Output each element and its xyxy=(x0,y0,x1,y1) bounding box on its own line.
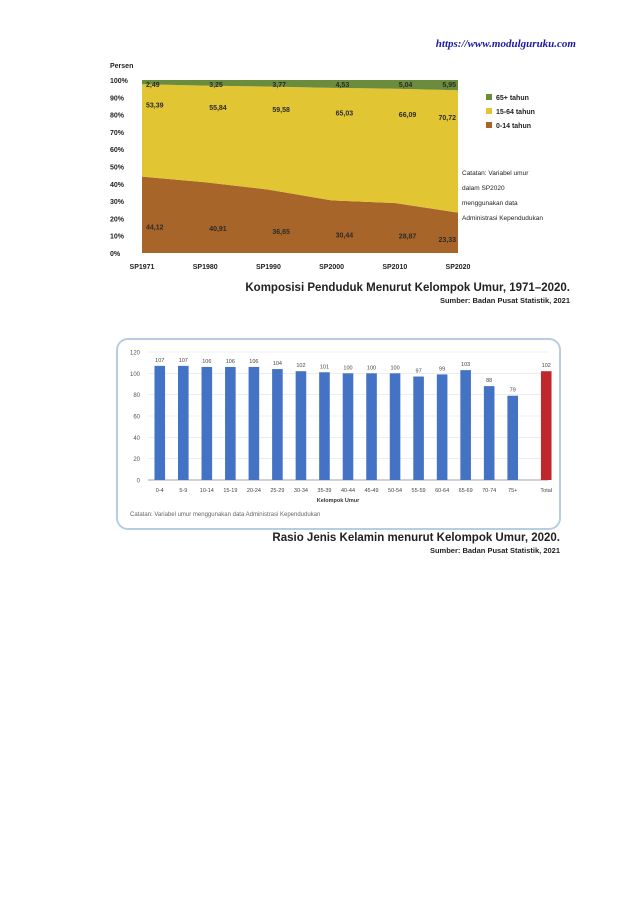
y-tick-label: 0% xyxy=(110,251,121,258)
x-tick-label: 75+ xyxy=(508,488,518,494)
bar-value-label: 106 xyxy=(202,358,212,365)
bar xyxy=(225,367,236,480)
bar xyxy=(202,367,213,480)
bar xyxy=(296,371,307,480)
legend-swatch xyxy=(486,108,492,114)
bar xyxy=(178,366,189,480)
data-label: 44,12 xyxy=(146,224,164,232)
bar xyxy=(437,374,448,480)
y-tick-label: 100% xyxy=(110,78,128,85)
bar xyxy=(484,386,495,480)
age-composition-svg xyxy=(108,60,578,278)
bar xyxy=(366,373,377,480)
data-label: 23,33 xyxy=(438,236,456,244)
data-label: 3,77 xyxy=(272,81,287,89)
x-tick-label: 5-9 xyxy=(179,488,188,494)
x-tick-label: 70-74 xyxy=(482,488,497,494)
y-tick-label: 50% xyxy=(110,164,125,172)
y-tick-label: 20 xyxy=(133,457,140,464)
data-label: 53,39 xyxy=(146,102,164,110)
chart-note-line: dalam SP2020 xyxy=(462,185,505,192)
bar-value-label: 99 xyxy=(439,366,446,373)
chart1-source: Sumber: Badan Pusat Statistik, 2021 xyxy=(439,296,570,305)
x-tick-label: SP1990 xyxy=(255,264,281,271)
data-label: 3,25 xyxy=(209,81,223,89)
x-tick-label: SP2020 xyxy=(445,264,471,271)
bar xyxy=(413,377,424,480)
y-tick-label: 40 xyxy=(133,435,140,442)
y-tick-label: 80 xyxy=(133,393,140,400)
bar-value-label: 79 xyxy=(509,387,516,394)
bar-value-label: 100 xyxy=(390,365,400,372)
x-tick-label: 50-54 xyxy=(388,488,403,494)
legend-swatch xyxy=(486,94,492,100)
y-tick-label: 40% xyxy=(110,181,125,189)
bar xyxy=(272,369,283,480)
bar xyxy=(541,371,552,480)
x-tick-label: SP2010 xyxy=(382,264,408,271)
data-label: 36,65 xyxy=(272,228,290,236)
bar xyxy=(390,373,401,480)
bar xyxy=(343,373,354,480)
x-tick-label: 45-49 xyxy=(364,488,379,494)
bar xyxy=(507,396,518,480)
data-label: 2,49 xyxy=(146,81,160,89)
bar-value-label: 100 xyxy=(343,365,353,372)
bar-value-label: 102 xyxy=(296,363,306,370)
chart1-title: Komposisi Penduduk Menurut Kelompok Umur, 1971–2020. xyxy=(245,282,570,294)
x-tick-label: 55-59 xyxy=(411,488,426,494)
data-label: 4,53 xyxy=(335,81,350,89)
chart-note-line: Administrasi Kependudukan xyxy=(462,215,543,222)
x-tick-label: 0-4 xyxy=(155,488,164,494)
x-tick-label: 30-34 xyxy=(293,488,308,494)
x-axis-title: Kelompok Umur xyxy=(316,498,360,504)
chart2-caption xyxy=(230,532,560,555)
legend-label: 65+ tahun xyxy=(496,95,529,102)
x-tick-label: 25-29 xyxy=(270,488,285,494)
data-label: 5,04 xyxy=(398,81,413,89)
sex-ratio-svg xyxy=(118,340,559,528)
chart-note: Catatan: Variabel umur menggunakan data Administrasi Kependudukan xyxy=(130,512,321,518)
sex-ratio-chart xyxy=(116,338,561,530)
data-label: 59,58 xyxy=(272,107,290,115)
bar-value-label: 102 xyxy=(541,363,551,370)
legend-label: 15-64 tahun xyxy=(496,109,535,116)
chart-note-line: Catatan: Variabel umur xyxy=(462,170,529,177)
x-tick-label: 10-14 xyxy=(199,488,214,494)
y-tick-label: 70% xyxy=(110,129,125,137)
bar-value-label: 107 xyxy=(155,357,165,364)
y-tick-label: 30% xyxy=(110,199,125,207)
bar-value-label: 106 xyxy=(249,358,259,365)
y-axis-title: Persen xyxy=(110,63,134,70)
page-url[interactable]: https://www.modulguruku.com xyxy=(435,38,576,50)
data-label: 70,72 xyxy=(438,115,456,123)
bar xyxy=(319,372,330,480)
y-tick-label: 80% xyxy=(110,112,125,120)
data-label: 5,95 xyxy=(442,81,456,89)
x-tick-label: SP1980 xyxy=(192,264,218,271)
bar-value-label: 106 xyxy=(225,358,235,365)
bar xyxy=(249,367,260,480)
bar-value-label: 88 xyxy=(486,378,493,385)
legend-item xyxy=(486,108,535,116)
y-tick-label: 0 xyxy=(136,478,140,485)
x-tick-label: Total xyxy=(540,488,553,494)
age-composition-chart xyxy=(108,60,578,278)
data-label: 65,03 xyxy=(335,110,354,118)
y-tick-label: 10% xyxy=(110,233,125,241)
x-tick-label: SP1971 xyxy=(129,264,155,271)
data-label: 28,87 xyxy=(398,233,417,241)
bar-value-label: 100 xyxy=(366,365,377,372)
bar-value-label: 107 xyxy=(178,357,188,364)
bar xyxy=(460,370,471,480)
x-tick-label: SP2000 xyxy=(319,264,345,271)
y-tick-label: 120 xyxy=(129,350,140,357)
data-label: 40,91 xyxy=(209,226,227,234)
y-tick-label: 20% xyxy=(110,216,125,224)
y-tick-label: 100 xyxy=(129,371,140,378)
data-label: 30,44 xyxy=(335,232,354,240)
chart1-caption xyxy=(230,282,570,305)
x-tick-label: 40-44 xyxy=(340,488,356,494)
x-tick-label: 20-24 xyxy=(246,488,261,494)
legend-item xyxy=(486,122,531,130)
bar xyxy=(154,366,165,480)
x-tick-label: 65-69 xyxy=(458,488,473,494)
y-tick-label: 60 xyxy=(133,414,140,421)
data-label: 55,84 xyxy=(209,104,227,112)
data-label: 66,09 xyxy=(398,111,417,119)
legend-swatch xyxy=(486,122,492,128)
legend-item xyxy=(486,94,529,102)
bar-value-label: 97 xyxy=(415,368,422,375)
bar-value-label: 101 xyxy=(319,364,330,371)
chart-note-line: menggunakan data xyxy=(462,200,518,207)
y-tick-label: 90% xyxy=(110,95,125,103)
bar-value-label: 103 xyxy=(461,362,471,369)
x-tick-label: 60-64 xyxy=(435,488,450,494)
x-tick-label: 35-39 xyxy=(317,488,332,494)
chart2-title: Rasio Jenis Kelamin menurut Kelompok Umur, 2020. xyxy=(272,532,560,544)
x-tick-label: 15-19 xyxy=(223,488,238,494)
chart2-source: Sumber: Badan Pusat Statistik, 2021 xyxy=(429,546,560,555)
y-tick-label: 60% xyxy=(110,147,125,155)
bar-value-label: 104 xyxy=(272,361,283,368)
legend-label: 0-14 tahun xyxy=(496,123,532,130)
